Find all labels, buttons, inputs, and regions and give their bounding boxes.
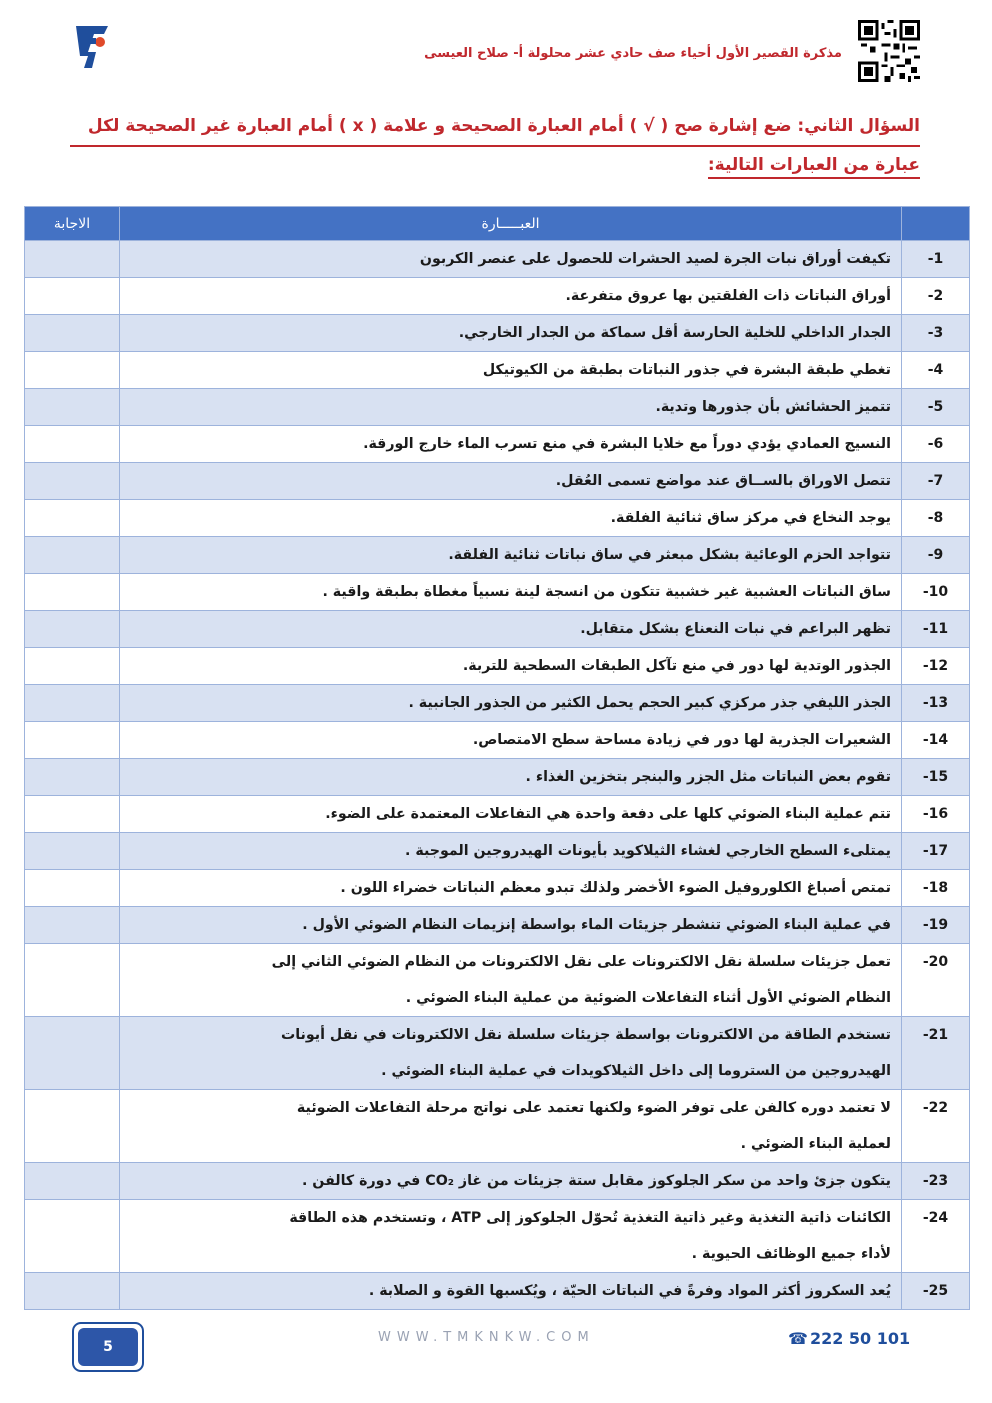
table-row bbox=[25, 315, 970, 352]
row-statement bbox=[120, 796, 902, 833]
table-row bbox=[25, 463, 970, 500]
row-number: 13- bbox=[902, 685, 970, 722]
answer-cell[interactable] bbox=[25, 759, 120, 796]
answer-cell[interactable] bbox=[25, 352, 120, 389]
header-answer: الاجابة bbox=[25, 207, 120, 241]
statement-line: يوجد النخاع في مركز ساق ثنائية الفلقة. bbox=[610, 510, 891, 526]
answer-cell[interactable] bbox=[25, 278, 120, 315]
row-number: 21- bbox=[902, 1017, 970, 1090]
row-statement bbox=[120, 389, 902, 426]
page-number-badge bbox=[72, 1322, 144, 1372]
row-number: 9- bbox=[902, 537, 970, 574]
row-statement bbox=[120, 278, 902, 315]
table-row bbox=[25, 722, 970, 759]
statement-line: تتواجد الحزم الوعائية بشكل مبعثر في ساق نباتات ثنائية الفلقة. bbox=[448, 547, 891, 563]
question-heading bbox=[70, 108, 920, 184]
statement-line: تستخدم الطاقة من الالكترونات بواسطة جزيئات سلسلة نقل الالكترونات في نقل أيونات bbox=[280, 1027, 891, 1043]
row-number: 17- bbox=[902, 833, 970, 870]
table-row bbox=[25, 907, 970, 944]
website-link[interactable]: WWW.TMKNKW.COM bbox=[378, 1330, 595, 1345]
statement-line: تعمل جزيئات سلسلة نقل الالكترونات على نقل الالكترونات من النظام الضوئي الثاني إلى bbox=[271, 954, 891, 970]
row-number: 19- bbox=[902, 907, 970, 944]
row-statement bbox=[120, 759, 902, 796]
table-row bbox=[25, 611, 970, 648]
statement-line: الكائنات ذاتية التغذية وغير ذاتية التغذية تُحوّل الجلوكوز إلى ATP ، وتستخدم هذه الطاقة bbox=[289, 1210, 891, 1226]
statement-line: تظهر البراعم في نبات النعناع بشكل متقابل. bbox=[580, 621, 891, 637]
answer-cell[interactable] bbox=[25, 315, 120, 352]
statement-line: في عملية البناء الضوئي تنشطر جزيئات الماء بواسطة إنزيمات النظام الضوئي الأول . bbox=[302, 917, 891, 933]
row-statement bbox=[120, 907, 902, 944]
row-number: 5- bbox=[902, 389, 970, 426]
table-row bbox=[25, 759, 970, 796]
row-statement bbox=[120, 574, 902, 611]
statement-line: الجذور الوتدية لها دور في منع تآكل الطبقات السطحية للتربة. bbox=[462, 658, 891, 674]
statement-line: تمتص أصباغ الكلوروفيل الضوء الأخضر ولذلك تبدو معظم النباتات خضراء اللون . bbox=[340, 880, 891, 896]
row-number: 3- bbox=[902, 315, 970, 352]
row-number: 10- bbox=[902, 574, 970, 611]
table-row bbox=[25, 870, 970, 907]
answer-cell[interactable] bbox=[25, 907, 120, 944]
answer-cell[interactable] bbox=[25, 722, 120, 759]
answer-cell[interactable] bbox=[25, 389, 120, 426]
row-statement bbox=[120, 722, 902, 759]
row-number: 22- bbox=[902, 1090, 970, 1163]
statement-line: الشعيرات الجذرية لها دور في زيادة مساحة سطح الامتصاص. bbox=[472, 732, 891, 748]
answer-cell[interactable] bbox=[25, 833, 120, 870]
answer-cell[interactable] bbox=[25, 537, 120, 574]
statement-line: تقوم بعض النباتات مثل الجزر والبنجر بتخزين الغذاء . bbox=[525, 769, 891, 785]
table-row bbox=[25, 833, 970, 870]
row-statement bbox=[120, 352, 902, 389]
statement-line: تتصل الاوراق بالســاق عند مواضع تسمى العُقل. bbox=[555, 473, 891, 489]
row-statement bbox=[120, 870, 902, 907]
row-statement bbox=[120, 1163, 902, 1200]
row-number: 12- bbox=[902, 648, 970, 685]
row-statement bbox=[120, 241, 902, 278]
table-row bbox=[25, 1163, 970, 1200]
statement-line: ساق النباتات العشبية غير خشبية تتكون من انسجة لينة نسبياً مغطاة بطبقة واقية . bbox=[322, 584, 891, 600]
row-number: 23- bbox=[902, 1163, 970, 1200]
statement-line: يمتلىء السطح الخارجي لغشاء الثيلاكويد بأيونات الهيدروجين الموجبة . bbox=[405, 843, 891, 859]
statement-line: الجذر الليفي جذر مركزي كبير الحجم يحمل الكثير من الجذور الجانبية . bbox=[408, 695, 891, 711]
table-row bbox=[25, 1273, 970, 1310]
row-number: 25- bbox=[902, 1273, 970, 1310]
statement-line: النسيج العمادي يؤدي دوراً مع خلايا البشرة في منع تسرب الماء خارج الورقة. bbox=[363, 436, 891, 452]
answer-cell[interactable] bbox=[25, 685, 120, 722]
header-number bbox=[902, 207, 970, 241]
table-row bbox=[25, 241, 970, 278]
row-number: 18- bbox=[902, 870, 970, 907]
table-row bbox=[25, 426, 970, 463]
answer-cell[interactable] bbox=[25, 611, 120, 648]
statement-line: الهيدروجين من الستروما إلى داخل الثيلاكويدات في عملية البناء الضوئي . bbox=[381, 1063, 891, 1079]
row-statement bbox=[120, 500, 902, 537]
statement-line: تغطي طبقة البشرة في جذور النباتات بطبقة من الكيوتيكل bbox=[482, 362, 891, 378]
row-number: 11- bbox=[902, 611, 970, 648]
answer-cell[interactable] bbox=[25, 944, 120, 1017]
qr-code-icon bbox=[858, 20, 920, 82]
answer-cell[interactable] bbox=[25, 241, 120, 278]
answer-cell[interactable] bbox=[25, 574, 120, 611]
row-number: 6- bbox=[902, 426, 970, 463]
statement-line: يتكون جزئ واحد من سكر الجلوكوز مقابل ستة جزيئات من غاز CO₂ في دورة كالفن . bbox=[301, 1173, 891, 1189]
statement-line: تتم عملية البناء الضوئي كلها على دفعة واحدة هي التفاعلات المعتمدة على الضوء. bbox=[325, 806, 891, 822]
table-row bbox=[25, 389, 970, 426]
answer-cell[interactable] bbox=[25, 1163, 120, 1200]
answer-cell[interactable] bbox=[25, 1273, 120, 1310]
row-number: 1- bbox=[902, 241, 970, 278]
row-statement bbox=[120, 944, 902, 1017]
document-title: مذكرة القصير الأول أحياء صف حادي عشر محلولة أ- صلاح العيسى bbox=[424, 46, 842, 61]
row-number: 4- bbox=[902, 352, 970, 389]
row-number: 8- bbox=[902, 500, 970, 537]
row-statement bbox=[120, 426, 902, 463]
table-row bbox=[25, 1017, 970, 1090]
row-number: 15- bbox=[902, 759, 970, 796]
answer-cell[interactable] bbox=[25, 1017, 120, 1090]
question-line-2: عبارة من العبارات التالية: bbox=[708, 155, 920, 179]
question-line-1: السؤال الثاني: ضع إشارة صح ( √ ) أمام العبارة الصحيحة و علامة ( x ) أمام العبارة غير الصحيحة لكل bbox=[70, 108, 920, 147]
table-row bbox=[25, 1090, 970, 1163]
answer-cell[interactable] bbox=[25, 426, 120, 463]
row-number: 14- bbox=[902, 722, 970, 759]
page-number: 5 bbox=[78, 1328, 138, 1366]
table-row bbox=[25, 352, 970, 389]
table-row bbox=[25, 500, 970, 537]
true-false-table bbox=[24, 206, 969, 1310]
row-statement bbox=[120, 685, 902, 722]
table-row bbox=[25, 796, 970, 833]
statement-line: لأداء جميع الوظائف الحيوية . bbox=[691, 1246, 891, 1262]
table-row bbox=[25, 537, 970, 574]
row-number: 2- bbox=[902, 278, 970, 315]
row-number: 24- bbox=[902, 1200, 970, 1273]
statement-line: النظام الضوئي الأول أثناء التفاعلات الضوئية من عملية البناء الضوئي . bbox=[405, 990, 891, 1006]
row-statement bbox=[120, 1017, 902, 1090]
answer-cell[interactable] bbox=[25, 1090, 120, 1163]
answer-cell[interactable] bbox=[25, 870, 120, 907]
statement-line: يُعد السكروز أكثر المواد وفرةً في النباتات الحيّة ، ويُكسبها القوة و الصلابة . bbox=[368, 1283, 891, 1299]
table-row bbox=[25, 944, 970, 1017]
table-row bbox=[25, 574, 970, 611]
table-header-row bbox=[25, 207, 970, 241]
answer-cell[interactable] bbox=[25, 796, 120, 833]
statement-line: لا تعتمد دوره كالفن على توفر الضوء ولكنها تعتمد على نواتج مرحلة التفاعلات الضوئية bbox=[296, 1100, 891, 1116]
row-number: 16- bbox=[902, 796, 970, 833]
publisher-logo-icon bbox=[70, 22, 114, 72]
statement-line: الجدار الداخلي للخلية الحارسة أقل سماكة من الجدار الخارجي. bbox=[458, 325, 891, 341]
row-statement bbox=[120, 315, 902, 352]
row-statement bbox=[120, 648, 902, 685]
statement-line: تتميز الحشائش بأن جذورها وتدية. bbox=[655, 399, 891, 415]
row-statement bbox=[120, 1200, 902, 1273]
answer-cell[interactable] bbox=[25, 500, 120, 537]
row-number: 20- bbox=[902, 944, 970, 1017]
table-row bbox=[25, 648, 970, 685]
phone-icon: ☎ bbox=[788, 1329, 808, 1348]
phone-number: 222 50 101 bbox=[809, 1329, 911, 1348]
row-statement bbox=[120, 463, 902, 500]
table-row bbox=[25, 685, 970, 722]
row-statement bbox=[120, 833, 902, 870]
statement-line: تكيفت أوراق نبات الجرة لصيد الحشرات للحصول على عنصر الكربون bbox=[419, 251, 891, 267]
row-statement bbox=[120, 611, 902, 648]
row-statement bbox=[120, 1273, 902, 1310]
answer-cell[interactable] bbox=[25, 648, 120, 685]
row-statement bbox=[120, 1090, 902, 1163]
answer-cell[interactable] bbox=[25, 463, 120, 500]
statement-line: أوراق النباتات ذات الفلقتين بها عروق متفرعة. bbox=[565, 288, 891, 304]
phone-contact bbox=[788, 1329, 910, 1348]
header-statement: العبـــــارة bbox=[120, 207, 902, 241]
table-row bbox=[25, 1200, 970, 1273]
statement-line: لعملية البناء الضوئي . bbox=[740, 1136, 891, 1152]
row-number: 7- bbox=[902, 463, 970, 500]
answer-cell[interactable] bbox=[25, 1200, 120, 1273]
row-statement bbox=[120, 537, 902, 574]
table-row bbox=[25, 278, 970, 315]
